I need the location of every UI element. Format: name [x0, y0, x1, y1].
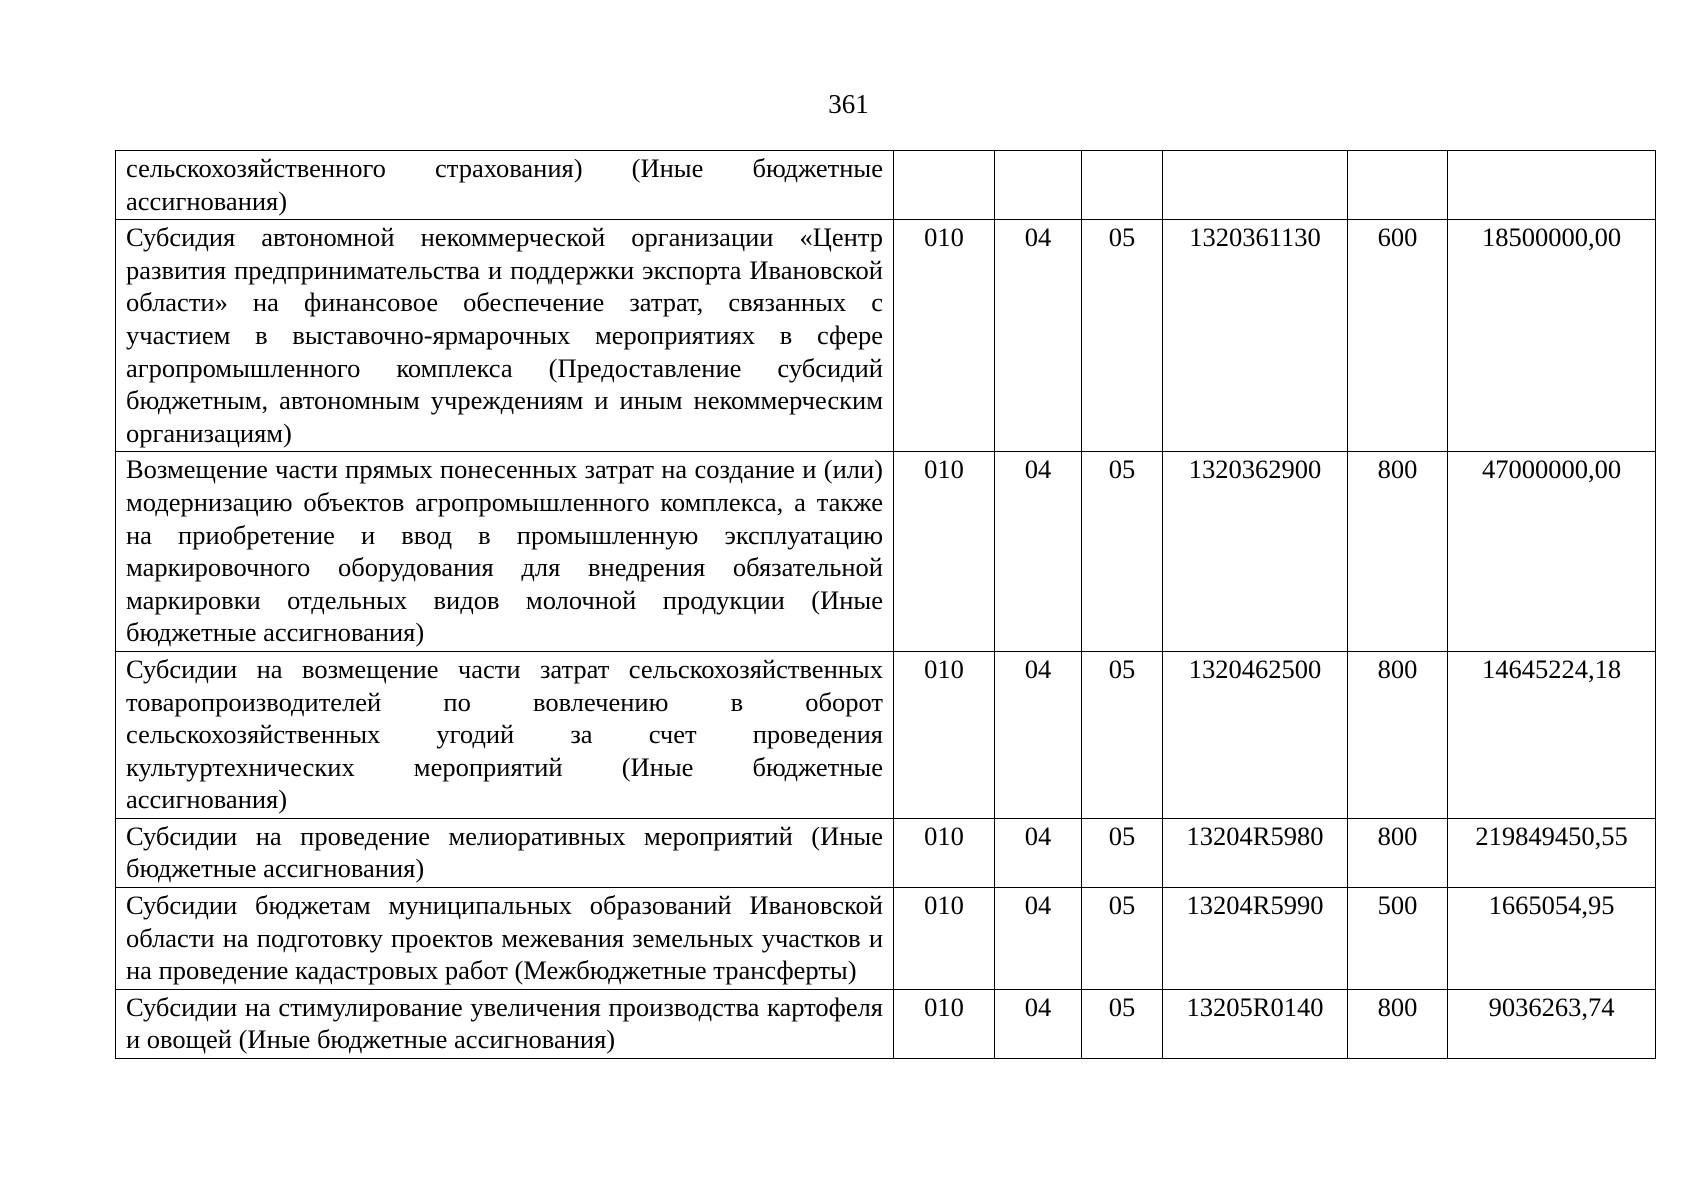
- subsection-code-cell: [1082, 151, 1163, 220]
- table-row: [116, 151, 1656, 220]
- subsection-code-cell: 05: [1082, 220, 1163, 452]
- ministry-code-cell: 010: [894, 818, 995, 887]
- expense-type-cell: 800: [1348, 818, 1448, 887]
- expense-type-cell: 600: [1348, 220, 1448, 452]
- amount-cell: [1448, 151, 1656, 220]
- section-code-cell: 04: [995, 651, 1082, 818]
- section-code-cell: 04: [995, 220, 1082, 452]
- target-article-cell: 13205R0140: [1163, 989, 1348, 1058]
- description-cell: Субсидии на проведение мелиоративных мероприятий (Иные бюджетные ассигнования): [116, 818, 894, 887]
- amount-cell: 14645224,18: [1448, 651, 1656, 818]
- amount-cell: 18500000,00: [1448, 220, 1656, 452]
- subsection-code-cell: 05: [1082, 989, 1163, 1058]
- page-number: 361: [828, 89, 869, 119]
- ministry-code-cell: 010: [894, 989, 995, 1058]
- ministry-code-cell: 010: [894, 651, 995, 818]
- subsection-code-cell: 05: [1082, 818, 1163, 887]
- amount-cell: 9036263,74: [1448, 989, 1656, 1058]
- ministry-code-cell: 010: [894, 888, 995, 990]
- description-cell: Возмещение части прямых понесенных затрат на создание и (или) модернизацию объектов агропромышленного комплекса, а также на приобретение и ввод в промышленную эксплуатацию маркировочного оборудования для внедрения обязательной маркировки отдельных видов молочной продукции (Иные бюджетные ассигнования): [116, 452, 894, 652]
- section-code-cell: 04: [995, 818, 1082, 887]
- amount-cell: 47000000,00: [1448, 452, 1656, 652]
- table-row: [116, 651, 1656, 818]
- subsection-code-cell: 05: [1082, 888, 1163, 990]
- target-article-cell: 1320362900: [1163, 452, 1348, 652]
- target-article-cell: [1163, 151, 1348, 220]
- table-row: [116, 452, 1656, 652]
- description-cell: Субсидия автономной некоммерческой организации «Центр развития предпринимательства и поддержки экспорта Ивановской области» на финансовое обеспечение затрат, связанных с участием в выставочно-ярмарочных мероприятиях в сфере агропромышленного комплекса (Предоставление субсидий бюджетным, автономным учреждениям и иным некоммерческим организациям): [116, 220, 894, 452]
- description-cell: Субсидии бюджетам муниципальных образований Ивановской области на подготовку проектов межевания земельных участков и на проведение кадастровых работ (Межбюджетные трансферты): [116, 888, 894, 990]
- table-row: [116, 818, 1656, 887]
- subsection-code-cell: 05: [1082, 452, 1163, 652]
- expense-type-cell: [1348, 151, 1448, 220]
- ministry-code-cell: 010: [894, 452, 995, 652]
- amount-cell: 219849450,55: [1448, 818, 1656, 887]
- table-row: [116, 220, 1656, 452]
- table-row: [116, 888, 1656, 990]
- description-cell: Субсидии на возмещение части затрат сельскохозяйственных товаропроизводителей по вовлечению в оборот сельскохозяйственных угодий за счет проведения культуртехнических мероприятий (Иные бюджетные ассигнования): [116, 651, 894, 818]
- expense-type-cell: 800: [1348, 989, 1448, 1058]
- expense-type-cell: 500: [1348, 888, 1448, 990]
- budget-table: [115, 150, 1656, 1059]
- expense-type-cell: 800: [1348, 651, 1448, 818]
- target-article-cell: 1320462500: [1163, 651, 1348, 818]
- target-article-cell: 1320361130: [1163, 220, 1348, 452]
- table-row: [116, 989, 1656, 1058]
- subsection-code-cell: 05: [1082, 651, 1163, 818]
- target-article-cell: 13204R5990: [1163, 888, 1348, 990]
- section-code-cell: [995, 151, 1082, 220]
- description-cell: сельскохозяйственного страхования) (Иные бюджетные ассигнования): [116, 151, 894, 220]
- section-code-cell: 04: [995, 452, 1082, 652]
- target-article-cell: 13204R5980: [1163, 818, 1348, 887]
- expense-type-cell: 800: [1348, 452, 1448, 652]
- section-code-cell: 04: [995, 888, 1082, 990]
- table-body: [116, 151, 1656, 1059]
- section-code-cell: 04: [995, 989, 1082, 1058]
- amount-cell: 1665054,95: [1448, 888, 1656, 990]
- ministry-code-cell: 010: [894, 220, 995, 452]
- description-cell: Субсидии на стимулирование увеличения производства картофеля и овощей (Иные бюджетные ассигнования): [116, 989, 894, 1058]
- ministry-code-cell: [894, 151, 995, 220]
